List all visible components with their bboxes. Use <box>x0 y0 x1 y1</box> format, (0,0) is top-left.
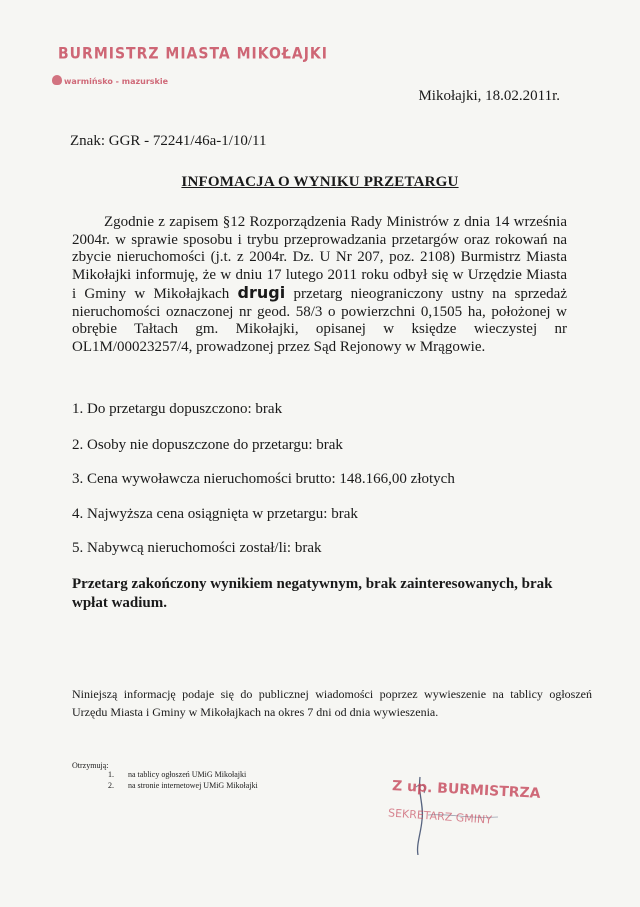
list-item: 4. Najwyższa cena osiągnięta w przetargu: brak <box>72 506 358 522</box>
recipient-number: 1. <box>108 770 114 779</box>
list-item: 1. Do przetargu dopuszczono: brak <box>72 401 283 417</box>
public-notice: Niniejszą informację podaje się do publicznej wiadomości poprzez wywieszenie na tablicy ogłoszeń Urzędu Miasta i Gminy w Mikołajkach na okres 7 dni od dnia wywieszenia. <box>72 687 592 719</box>
intro-text-after: przetarg nieograniczony ustny na sprzedaż nieruchomości oznaczonej nr geod. 58/3 o powierzchni 0,1505 ha, położonej w obrębie Tałtach gm. Mikołajki, opisanej w księdze wieczystej nr OL1M/00023257/4, prowadzonej przez Sąd Rejonowy w Mrągowie. <box>72 286 567 355</box>
signature-stamp-line1: Z up. BURMISTRZA <box>391 778 541 802</box>
result-statement: Przetarg zakończony wynikiem negatywnym, brak zainteresowanych, brak wpłat wadium. <box>72 576 553 611</box>
signature-stamp-line2: SEKRETARZ GMINY <box>387 806 493 827</box>
recipient-text: na stronie internetowej UMiG Mikołajki <box>128 780 258 790</box>
recipient-number: 2. <box>108 780 114 790</box>
list-item: 3. Cena wywoławcza nieruchomości brutto: 148.166,00 złotych <box>72 471 455 487</box>
document-title: INFOMACJA O WYNIKU PRZETARGU <box>181 174 459 190</box>
header-stamp: BURMISTRZ MIASTA MIKOŁAJKI <box>58 44 328 64</box>
header-stamp-subtitle: warmińsko - mazurskie <box>64 77 169 86</box>
recipients-list <box>108 770 258 791</box>
recipients-label: Otrzymują: <box>72 761 109 770</box>
list-item <box>108 781 258 792</box>
recipient-text: na tablicy ogłoszeń UMiG Mikołajki <box>128 770 247 779</box>
document-reference: Znak: GGR - 72241/46a-1/10/11 <box>70 133 267 149</box>
list-item: 2. Osoby nie dopuszczone do przetargu: brak <box>72 437 343 453</box>
intro-text-before: Zgodnie z zapisem §12 Rozporządzenia Rady Ministrów z dnia 14 września 2004r. w sprawie sposobu i trybu przeprowadzania przetargów oraz rokowań na zbycie nieruchomości (j.t. z 2004r. Dz. U Nr 207, poz. 2108) Burmistrz Miasta Mikołajki informuję, że w dniu 17 lutego 2011 roku odbył się w Urzędzie Miasta i Gminy w Mikołajkach <box>72 214 567 302</box>
intro-paragraph <box>72 214 567 356</box>
list-item <box>108 770 258 781</box>
intro-emphasis: drugi <box>237 283 286 302</box>
crest-icon <box>52 75 62 85</box>
document-date: Mikołajki, 18.02.2011r. <box>418 88 560 104</box>
list-item: 5. Nabywcą nieruchomości został/li: brak <box>72 540 322 556</box>
